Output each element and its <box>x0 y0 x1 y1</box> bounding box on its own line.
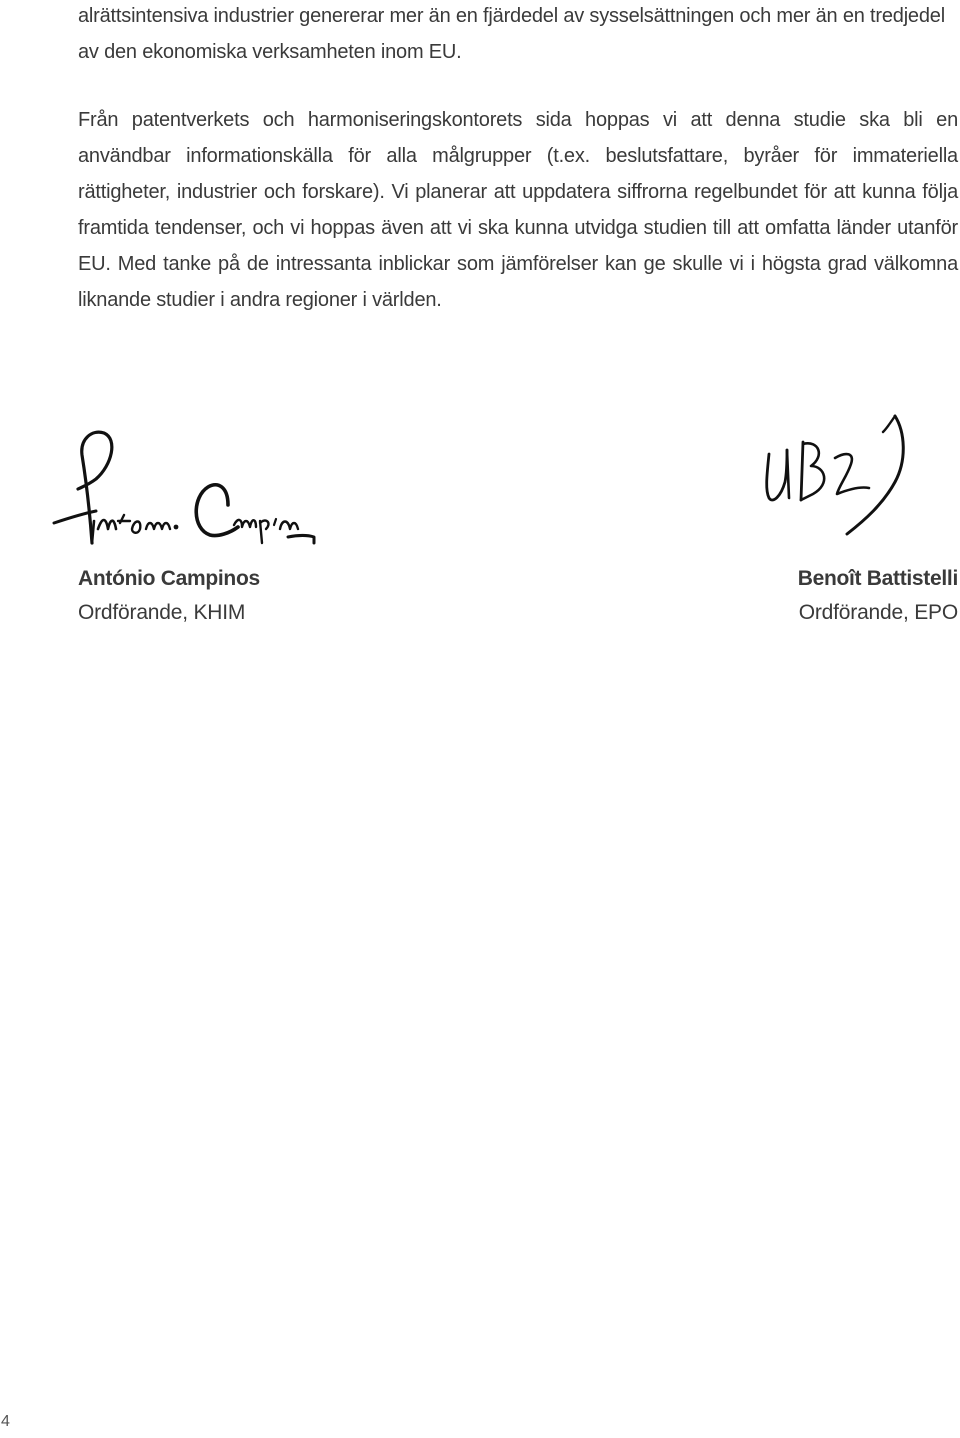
signatory-left-role: Ordförande, KHIM <box>78 601 246 624</box>
page-number: 4 <box>1 1413 10 1430</box>
body-paragraph-2: Från patentverkets och harmoniseringskontorets sida hoppas vi att denna studie ska bli en användbar informationskälla för alla målgrupper (t.ex. beslutsfattare, byråer för immateriella rättigheter, industrier och forskare). Vi planerar att uppdatera siffrorna regelbundet för att kunna följa framtida tendenser, och vi hoppas även att vi ska kunna utvidga studien till att omfatta länder utanför EU. Med tanke på de intressanta inblickar som jämförelser kan ge skulle vi i högsta grad välkomna liknande studier i andra regioner i världen. <box>78 109 958 311</box>
signatory-right-role: Ordförande, EPO <box>798 601 958 624</box>
signatory-left-name: António Campinos <box>78 567 260 590</box>
signature-left-image <box>52 425 322 555</box>
signature-right-image <box>755 412 925 547</box>
body-paragraph-1: alrättsintensiva industrier genererar mer än en fjärdedel av sysselsättningen och mer än en tredjedel av den ekonomiska verksamheten inom EU. <box>78 5 945 63</box>
signatory-right <box>798 562 958 630</box>
signatory-right-name: Benoît Battistelli <box>797 567 958 590</box>
signatory-left <box>78 562 260 630</box>
